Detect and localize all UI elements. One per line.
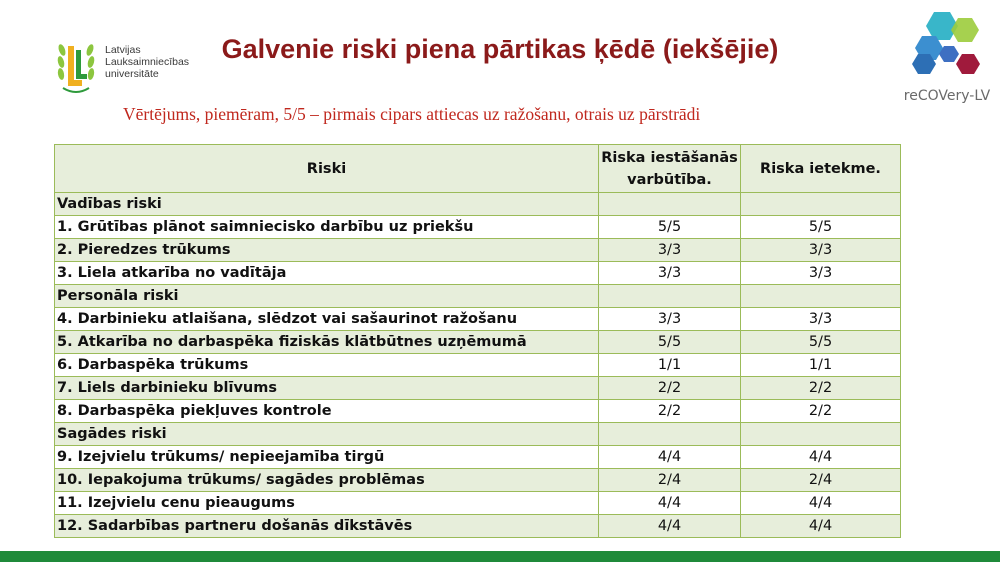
- llu-name-line: Lauksaimniecības: [105, 56, 190, 68]
- table-row: [55, 262, 901, 285]
- table-row: [55, 239, 901, 262]
- risk-probability: 4/4: [599, 515, 741, 538]
- risk-label: 2. Pieredzes trūkums: [55, 239, 599, 262]
- risk-table: [54, 144, 901, 538]
- risk-probability: 2/2: [599, 400, 741, 423]
- table-row: [55, 331, 901, 354]
- risk-impact: 4/4: [741, 446, 901, 469]
- risk-label: 3. Liela atkarība no vadītāja: [55, 262, 599, 285]
- recovery-hexagons-icon: [900, 8, 994, 88]
- bottom-accent-bar: [0, 551, 1000, 562]
- risk-impact: 3/3: [741, 262, 901, 285]
- header-risk: Riski: [55, 145, 599, 193]
- risk-label: 6. Darbaspēka trūkums: [55, 354, 599, 377]
- risk-probability: 5/5: [599, 331, 741, 354]
- risk-impact: 5/5: [741, 216, 901, 239]
- risk-label: 8. Darbaspēka piekļuves kontrole: [55, 400, 599, 423]
- risk-probability: 1/1: [599, 354, 741, 377]
- llu-name-line: universitāte: [105, 68, 159, 80]
- risk-impact: 2/2: [741, 400, 901, 423]
- table-row: [55, 377, 901, 400]
- recovery-lv-wordmark: reCOVery-LV: [903, 88, 991, 104]
- risk-probability: 3/3: [599, 308, 741, 331]
- section-row: [55, 285, 901, 308]
- empty-cell: [599, 193, 741, 216]
- risk-label: 9. Izejvielu trūkums/ nepieejamība tirgū: [55, 446, 599, 469]
- risk-impact: 3/3: [741, 308, 901, 331]
- risk-probability: 4/4: [599, 492, 741, 515]
- risk-label: 11. Izejvielu cenu pieaugums: [55, 492, 599, 515]
- risk-impact: 4/4: [741, 515, 901, 538]
- slide-subtitle: Vērtējums, piemēram, 5/5 – pirmais cipars attiecas uz ražošanu, otrais uz pārstrādi: [123, 104, 701, 124]
- empty-cell: [741, 285, 901, 308]
- risk-impact: 1/1: [741, 354, 901, 377]
- risk-label: 4. Darbinieku atlaišana, slēdzot vai sašaurinot ražošanu: [55, 308, 599, 331]
- risk-probability: 2/2: [599, 377, 741, 400]
- risk-probability: 4/4: [599, 446, 741, 469]
- llu-name-line: Latvijas: [105, 44, 141, 56]
- risk-label: 5. Atkarība no darbaspēka fiziskās klātbūtnes uzņēmumā: [55, 331, 599, 354]
- risk-label: 10. Iepakojuma trūkums/ sagādes problēmas: [55, 469, 599, 492]
- empty-cell: [599, 423, 741, 446]
- empty-cell: [741, 423, 901, 446]
- risk-impact: 4/4: [741, 492, 901, 515]
- table-row: [55, 492, 901, 515]
- section-row: [55, 193, 901, 216]
- table-row: [55, 400, 901, 423]
- table-header-row: [55, 145, 901, 193]
- table-row: [55, 308, 901, 331]
- recovery-lv-logo: [900, 8, 994, 108]
- risk-probability: 3/3: [599, 262, 741, 285]
- header-probability: Riska iestāšanās varbūtība.: [599, 145, 741, 193]
- risk-table-body: [55, 193, 901, 538]
- risk-probability: 2/4: [599, 469, 741, 492]
- header-impact: Riska ietekme.: [741, 145, 901, 193]
- section-label: Personāla riski: [55, 285, 599, 308]
- table-row: [55, 515, 901, 538]
- risk-impact: 2/2: [741, 377, 901, 400]
- table-row: [55, 216, 901, 239]
- risk-impact: 2/4: [741, 469, 901, 492]
- section-row: [55, 423, 901, 446]
- table-row: [55, 354, 901, 377]
- section-label: Sagādes riski: [55, 423, 599, 446]
- risk-label: 1. Grūtības plānot saimniecisko darbību uz priekšu: [55, 216, 599, 239]
- empty-cell: [599, 285, 741, 308]
- risk-impact: 5/5: [741, 331, 901, 354]
- table-row: [55, 446, 901, 469]
- risk-label: 7. Liels darbinieku blīvums: [55, 377, 599, 400]
- slide-title: Galvenie riski piena pārtikas ķēdē (iekšējie): [221, 34, 779, 64]
- risk-probability: 3/3: [599, 239, 741, 262]
- risk-impact: 3/3: [741, 239, 901, 262]
- empty-cell: [741, 193, 901, 216]
- table-row: [55, 469, 901, 492]
- risk-probability: 5/5: [599, 216, 741, 239]
- risk-label: 12. Sadarbības partneru došanās dīkstāvēs: [55, 515, 599, 538]
- section-label: Vadības riski: [55, 193, 599, 216]
